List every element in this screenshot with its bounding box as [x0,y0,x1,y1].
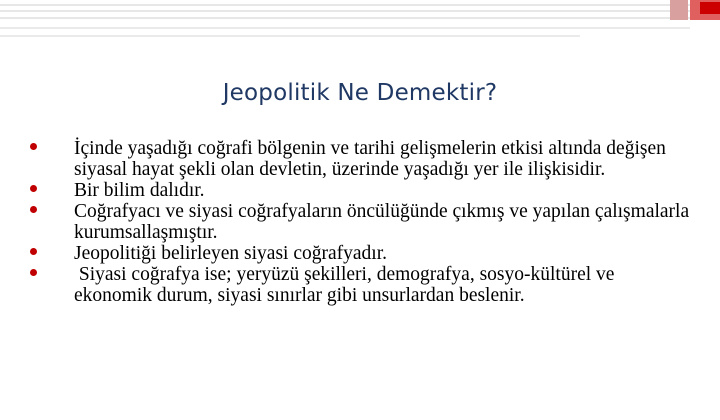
bullet-item [30,201,690,243]
bullet-item [30,138,690,180]
bullet-dot-icon [30,143,37,150]
bullet-item [30,243,690,264]
bullet-item [30,264,690,306]
bullet-dot-icon [30,206,37,213]
slide-title: Jeopolitik Ne Demektir? [222,80,498,106]
bullet-dot-icon [30,185,37,192]
bullet-list [30,138,690,306]
bullet-dot-icon [30,269,37,276]
bullet-text: Coğrafyacı ve siyasi coğrafyaların öncülüğünde çıkmış ve yapılan çalışmalarla kurumsallaşmıştır. [74,201,690,243]
bullet-text: Bir bilim dalıdır. [74,180,205,201]
bullet-text: Siyasi coğrafya ise; yeryüzü şekilleri, demografya, sosyo-kültürel ve ekonomik durum, siyasi sınırlar gibi unsurlardan beslenir. [74,264,620,306]
bullet-text: Jeopolitiği belirleyen siyasi coğrafyadır. [74,243,387,264]
bullet-text: İçinde yaşadığı coğrafi bölgenin ve tarihi gelişmelerin etkisi altında değişen siyasal hayat şekli olan devletin, üzerinde yaşadığı yer ile ilişkisidir. [74,138,666,180]
decorative-header-lines [0,0,720,44]
bullet-dot-icon [30,248,37,255]
bullet-item [30,180,690,201]
